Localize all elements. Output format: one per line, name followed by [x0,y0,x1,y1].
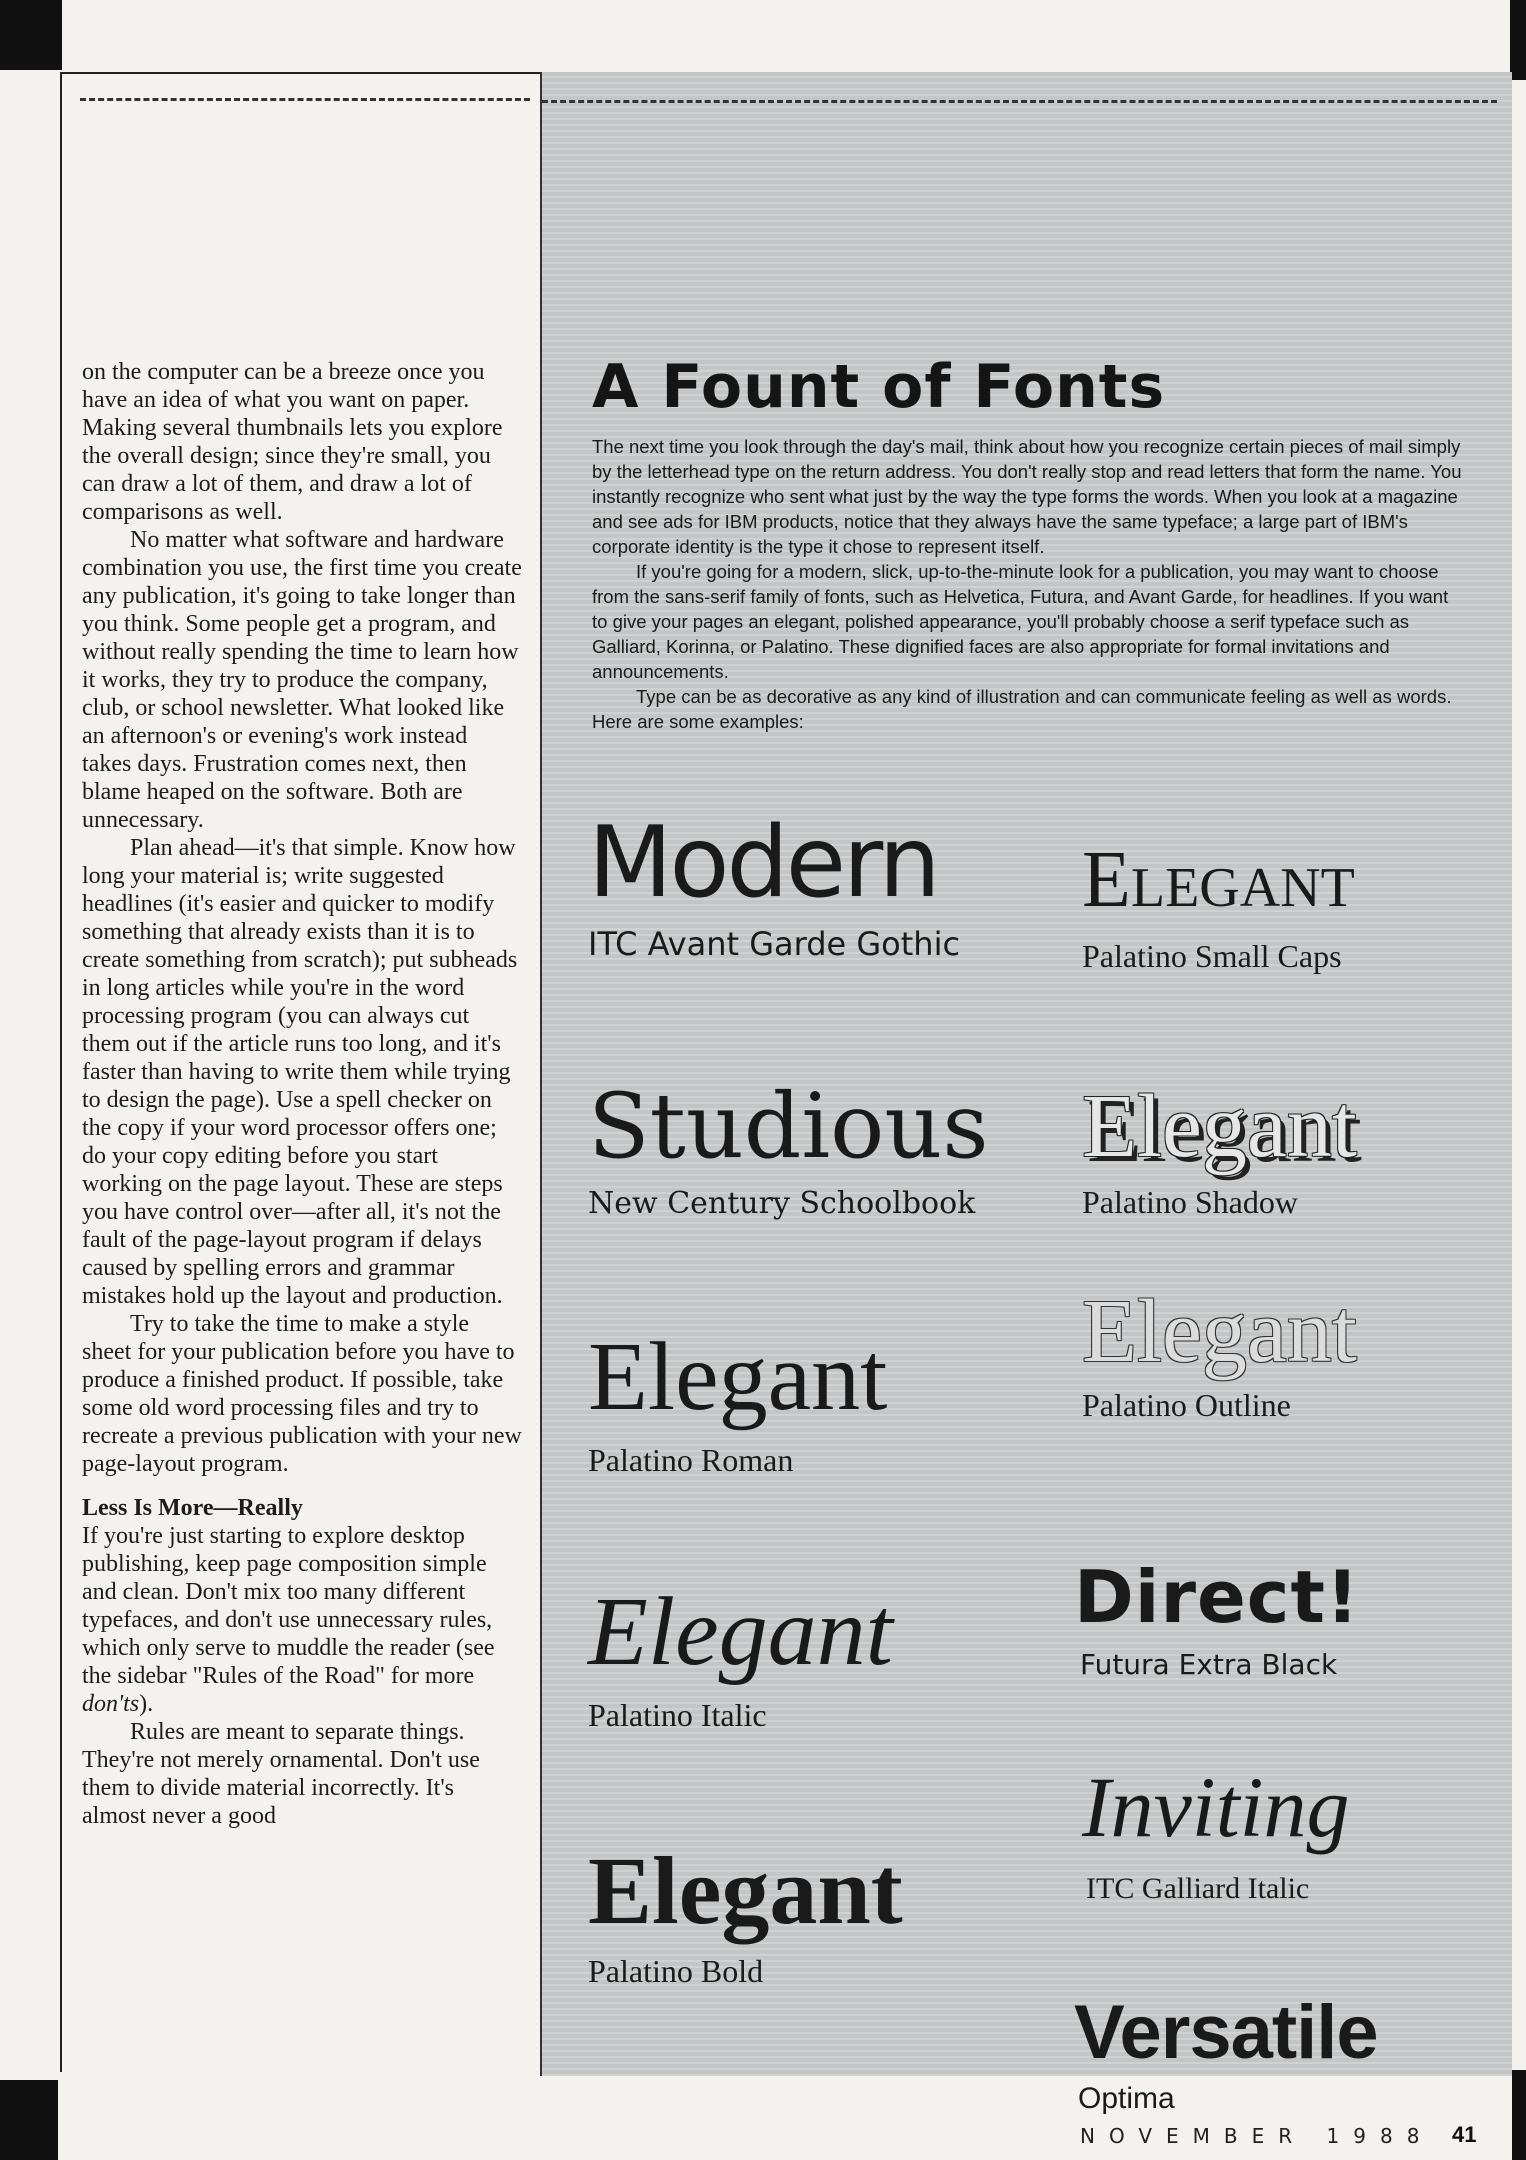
sidebar-intro [592,434,1462,734]
sample-label: Futura Extra Black [1080,1648,1338,1681]
sample-label: Palatino Bold [588,1953,764,1989]
sample-word: Modern [588,806,938,920]
left-dashed-rule [80,98,530,101]
sample-word: Elegant [588,1323,888,1431]
sample-word: Direct! [1074,1555,1360,1639]
crop-mark-bottom-right [1512,2070,1526,2160]
article-column [82,358,522,1830]
sample-word: Elegant [588,1578,893,1686]
font-sample-palatino-small-caps [1082,832,1355,975]
sample-label: ITC Avant Garde Gothic [588,925,961,963]
font-sample-optima [1074,1992,1378,2116]
italic-emphasis: don'ts [82,1691,140,1717]
sidebar-dashed-rule [542,100,1497,103]
font-sample-palatino-outline [1082,1277,1357,1424]
intro-paragraph: The next time you look through the day's mail, think about how you recognize certain pieces of mail simply by the letterhead type on the return address. You don't really stop and read letters that form the name. You instantly recognize who sent what just by the way the type forms the words. When you look at a magazine and see ads for IBM products, notice that they always have the same typeface; a large part of IBM's corporate identity is the type it chose to represent itself. [592,436,1462,557]
font-sample-palatino-italic [588,1577,893,1734]
sample-label: Palatino Outline [1082,1387,1291,1423]
article-paragraph: No matter what software and hardware combination you use, the first time you create any publication, it's going to take longer than you think. Some people get a program, and without really spending the time to learn how it works, they try to produce the company, club, or school newsletter. What looked like an afternoon's or evening's work instead takes days. Frustration comes next, then blame heaped on the software. Both are unnecessary. [82,527,522,833]
page-number: 41 [1452,2122,1477,2147]
font-sample-century-schoolbook [588,1072,989,1221]
article-paragraph [82,1522,522,1718]
paragraph-text: If you're just starting to explore desktop publishing, keep page composition simple and clean. Don't mix too many different typefaces, and don't use unnecessary rules, which only serve to muddle the reader (see the sidebar "Rules of the Road" for more [82,1523,495,1689]
sample-label: Palatino Small Caps [1082,938,1342,974]
sample-label: New Century Schoolbook [588,1186,976,1221]
sidebar-title: A Fount of Fonts [592,352,1166,422]
sample-word: Versatile [1074,1990,1378,2075]
font-sidebar [540,72,1512,2115]
sample-word: Elegant [1082,1077,1357,1176]
font-sample-palatino-bold [588,1837,903,1990]
sample-word: Elegant [1082,1282,1357,1381]
intro-paragraph: If you're going for a modern, slick, up-to-the-minute look for a publication, you may want to choose from the sans-serif family of fonts, such as Helvetica, Futura, and Avant Garde, for headlines. If you want to give your pages an elegant, polished appearance, you'll probably choose a serif typeface such as Galliard, Korinna, or Palatino. These dignified faces are also appropriate for formal invitations and announcements. [592,561,1449,682]
font-sample-avant-garde [588,807,960,963]
font-sample-palatino-roman [588,1322,887,1479]
article-paragraph: Try to take the time to make a style sheet for your publication before you have to produce a finished product. If possible, take some old word processing files and try to recreate a previous publication with your new page-layout program. [82,1311,522,1477]
sample-label: Optima [1078,2082,1175,2115]
subhead: Less Is More—Really [82,1495,303,1521]
paragraph-end: ). [139,1691,154,1717]
article-paragraph: Plan ahead—it's that simple. Know how long your material is; write suggested headlines (it's easier and quicker to modify something that already exists than it is to create something from scratch); put subheads in long articles while you're in the word processing program (you can always cut them out if the article runs too long, and it's faster than having to write them while trying to design the page). Use a spell checker on the copy if your word processor offers one; do your copy editing before you start working on the page layout. These are steps you have control over—after all, it's not the fault of the page-layout program if delays caused by spelling errors and grammar mistakes hold up the layout and production. [82,835,518,1309]
font-sample-galliard-italic [1082,1752,1350,1906]
sample-word: Studious [588,1074,989,1179]
crop-mark-top-right [1510,0,1526,80]
crop-mark-top-left [0,0,62,70]
sample-label: Palatino Shadow [1082,1184,1298,1220]
crop-mark-bottom-left [0,2080,58,2160]
sample-label: Palatino Italic [588,1697,767,1733]
sample-label: Palatino Roman [588,1442,794,1478]
intro-paragraph: Type can be as decorative as any kind of illustration and can communicate feeling as well as words. Here are some examples: [592,686,1452,732]
sample-word: Inviting [1082,1759,1350,1855]
sample-word: Elegant [588,1837,903,1944]
sample-label: ITC Galliard Italic [1086,1872,1310,1905]
font-sample-futura-extra-black [1074,1552,1360,1681]
issue-date: NOVEMBER 1988 [1080,2124,1434,2148]
article-paragraph: on the computer can be a breeze once you have an idea of what you want on paper. Making several thumbnails lets you explore the overall design; since they're small, you can draw a lot of them, and draw a lot of comparisons as well. [82,359,503,525]
font-sample-palatino-shadow [1082,1072,1357,1221]
article-paragraph: Rules are meant to separate things. They're not merely ornamental. Don't use them to divide material incorrectly. It's almost never a good [82,1719,480,1829]
page-frame-left-rule [60,72,62,2072]
sample-word: Elegant [1082,836,1355,924]
